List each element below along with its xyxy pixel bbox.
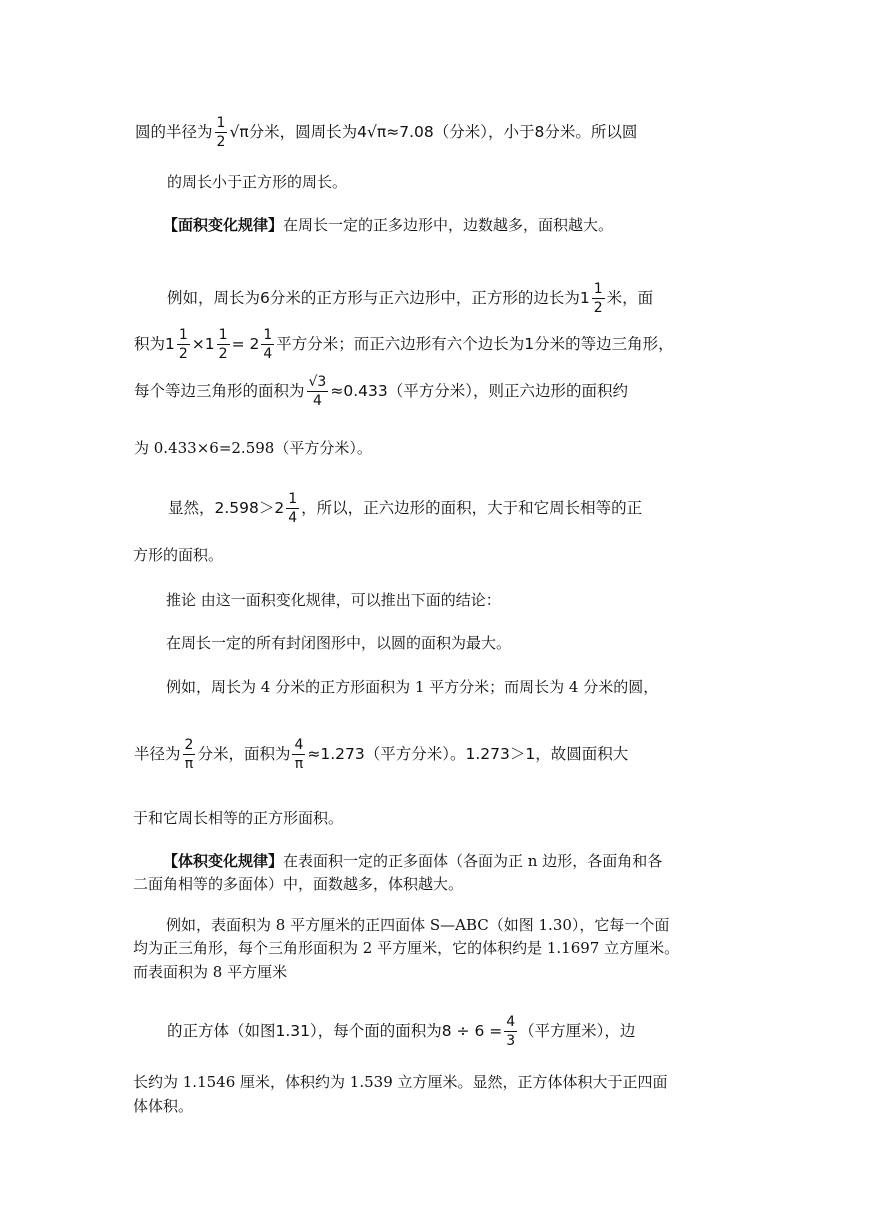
paragraph-line: 例如，表面积为 8 平方厘米的正四面体 S—ABC（如图 1.30），它每一个面 xyxy=(166,916,670,934)
paragraph-line: 的周长小于正方形的周长。 xyxy=(167,173,348,191)
fraction xyxy=(286,492,299,525)
fraction xyxy=(183,738,196,771)
text-run: 半径为 xyxy=(134,745,181,763)
text-run: = 2 xyxy=(231,335,260,353)
fraction xyxy=(292,738,305,771)
fraction xyxy=(261,328,274,361)
fraction-numerator: 1 xyxy=(216,115,226,131)
paragraph-line xyxy=(168,492,642,525)
section-heading: 【面积变化规律】 xyxy=(163,216,284,234)
paragraph-line xyxy=(163,215,613,235)
fraction-numerator: 1 xyxy=(288,491,298,507)
text-run: 平方分米；而正六边形有六个边长为1分米的等边三角形， xyxy=(276,335,674,353)
text-run: 每个等边三角形的面积为 xyxy=(134,382,305,400)
text-run: ≈0.433（平方分米），则正六边形的面积约 xyxy=(330,382,628,400)
fraction xyxy=(504,1015,517,1048)
fraction-numerator: √3 xyxy=(308,374,327,390)
text-run: ≈1.273（平方分米）。1.273＞1，故圆面积大 xyxy=(307,745,629,763)
fraction xyxy=(592,282,605,315)
text-run: ×1 xyxy=(191,335,215,353)
text-run: 例如，周长为6分米的正方形与正六边形中，正方形的边长为1 xyxy=(167,289,590,307)
text-run: 的正方体（如图1.31），每个面的面积为8 ÷ 6 = xyxy=(167,1022,503,1040)
paragraph-line: 而表面积为 8 平方厘米 xyxy=(133,963,288,981)
paragraph-line: 体体积。 xyxy=(133,1097,194,1115)
fraction xyxy=(307,375,329,408)
fraction-numerator: 1 xyxy=(218,327,228,343)
fraction-denominator: π xyxy=(294,756,304,772)
fraction-denominator: 2 xyxy=(218,346,228,362)
paragraph-line: 长约为 1.1546 厘米，体积约为 1.539 立方厘米。显然，正方体体积大于正四面 xyxy=(133,1073,668,1091)
fraction-numerator: 1 xyxy=(263,327,273,343)
paragraph-line xyxy=(167,1015,635,1048)
fraction-numerator: 1 xyxy=(178,327,188,343)
text-run: 圆的半径为 xyxy=(135,123,213,141)
paragraph-line xyxy=(135,116,637,149)
paragraph-line xyxy=(134,375,628,408)
text-run: 在周长一定的正多边形中，边数越多，面积越大。 xyxy=(283,216,614,234)
fraction xyxy=(215,116,228,149)
paragraph-line: 于和它周长相等的正方形面积。 xyxy=(133,809,344,827)
fraction-numerator: 1 xyxy=(593,281,603,297)
paragraph-line: 在周长一定的所有封闭图形中，以圆的面积为最大。 xyxy=(166,634,512,652)
fraction-numerator: 4 xyxy=(506,1014,516,1030)
fraction-denominator: 4 xyxy=(312,393,322,409)
text-run: 显然，2.598＞2 xyxy=(168,499,285,517)
fraction-denominator: 3 xyxy=(506,1033,516,1049)
text-run: 积为1 xyxy=(134,335,175,353)
paragraph-line xyxy=(163,851,662,871)
paragraph-line xyxy=(134,328,674,361)
paragraph-line xyxy=(134,738,628,771)
fraction-numerator: 4 xyxy=(294,737,304,753)
fraction-denominator: 4 xyxy=(263,346,273,362)
paragraph-line: 均为正三角形，每个三角形面积为 2 平方厘米，它的体积约是 1.1697 立方厘米。 xyxy=(133,939,680,957)
text-run: √π分米，圆周长为4√π≈7.08（分米），小于8分米。所以圆 xyxy=(229,123,638,141)
text-run: 分米，面积为 xyxy=(197,745,291,763)
text-run: 米，面 xyxy=(606,289,654,307)
fraction-denominator: 2 xyxy=(178,346,188,362)
paragraph-line: 方形的面积。 xyxy=(133,546,224,564)
fraction xyxy=(177,328,190,361)
section-heading: 【体积变化规律】 xyxy=(163,852,284,870)
fraction-denominator: 2 xyxy=(216,134,226,150)
paragraph-line: 为 0.433×6=2.598（平方分米）。 xyxy=(134,439,372,457)
paragraph-line: 推论 由这一面积变化规律，可以推出下面的结论： xyxy=(166,591,501,609)
text-run: 在表面积一定的正多面体（各面为正 n 边形，各面角和各 xyxy=(283,852,663,870)
fraction-denominator: 4 xyxy=(288,510,298,526)
text-run: （平方厘米），边 xyxy=(519,1022,636,1040)
text-run: ，所以，正六边形的面积，大于和它周长相等的正 xyxy=(301,499,643,517)
fraction-denominator: π xyxy=(184,756,194,772)
paragraph-line: 二面角相等的多面体）中，面数越多，体积越大。 xyxy=(133,875,464,893)
fraction-denominator: 2 xyxy=(593,300,603,316)
fraction xyxy=(217,328,230,361)
paragraph-line: 例如，周长为 4 分米的正方形面积为 1 平方分米；而周长为 4 分米的圆， xyxy=(166,678,659,696)
fraction-numerator: 2 xyxy=(184,737,194,753)
paragraph-line xyxy=(167,282,653,315)
